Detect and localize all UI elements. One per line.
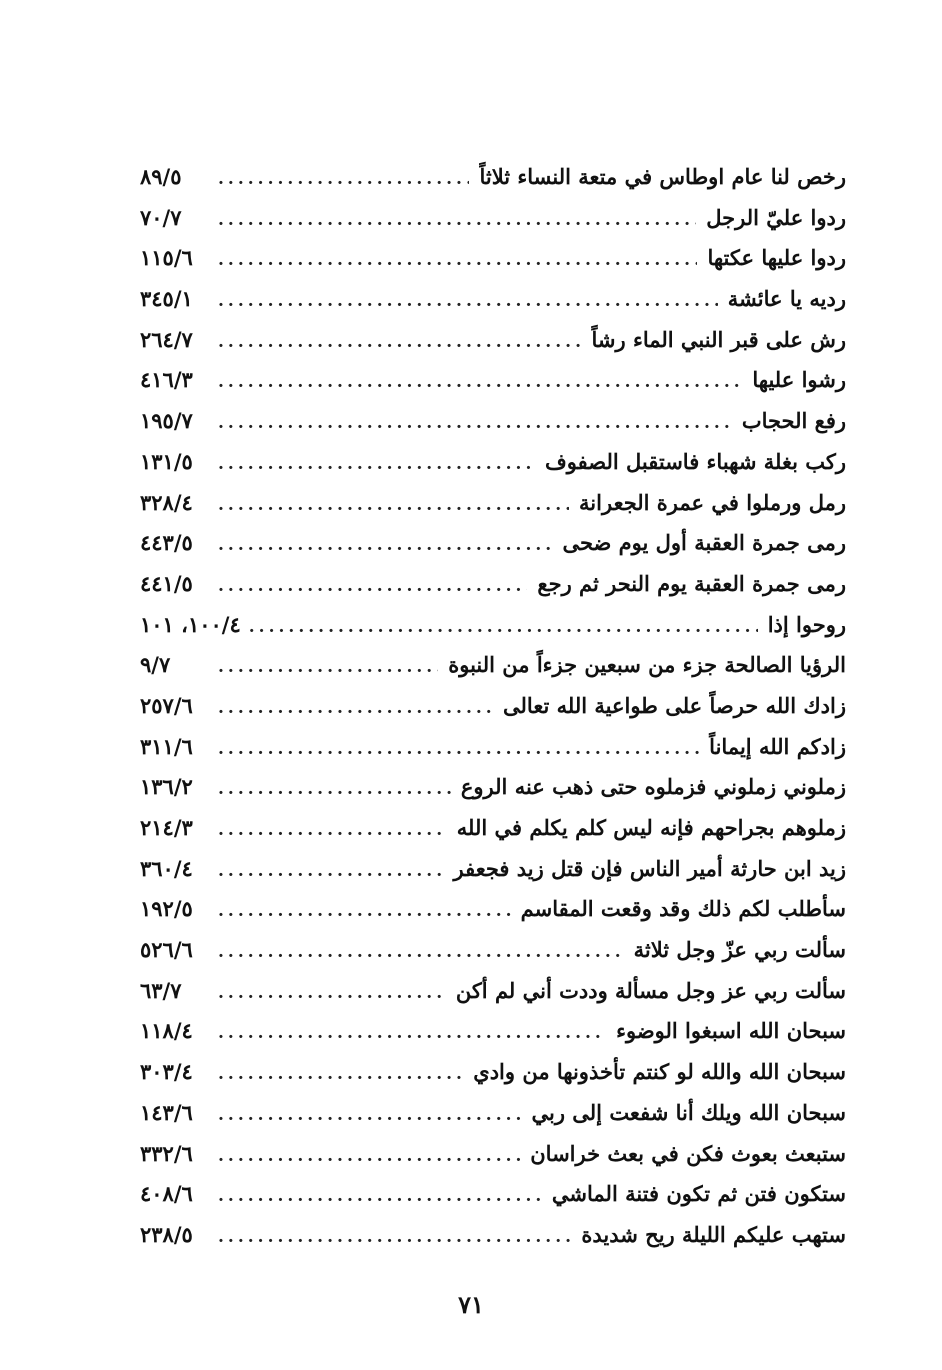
- entry-reference: ٧٠/٧: [140, 204, 182, 230]
- entry-text: ستكون فتن ثم تكون فتنة الماشي: [551, 1181, 846, 1207]
- entry-text: ركب بغلة شهباء فاستقبل الصفوف: [545, 448, 846, 474]
- entry-text: رديه يا عائشة: [727, 286, 846, 312]
- dot-leader: [218, 413, 732, 433]
- entry-reference: ٨٩/٥: [140, 164, 182, 189]
- entry-text: زادكم الله إيماناً: [709, 733, 846, 759]
- index-entry: [140, 774, 846, 815]
- entry-reference: ١٠٠/٤، ١٠١: [140, 611, 241, 637]
- index-entry: [140, 815, 846, 856]
- dot-leader: [218, 250, 697, 270]
- index-entry: [140, 693, 846, 734]
- entry-text: رمى جمرة العقبة يوم النحر ثم رجع: [537, 570, 846, 596]
- entry-reference: ١٤٣/٦: [140, 1099, 193, 1125]
- index-list: [140, 164, 846, 1263]
- dot-leader: [218, 332, 582, 352]
- page-number: ٧١: [458, 1290, 484, 1319]
- index-entry: [140, 978, 846, 1019]
- entry-reference: ١٣١/٥: [140, 448, 193, 474]
- entry-reference: ٢٣٨/٥: [140, 1221, 193, 1247]
- entry-text: رمل ورملوا في عمرة الجعرانة: [579, 489, 846, 515]
- dot-leader: [218, 942, 624, 962]
- entry-reference: ٦٣/٧: [140, 977, 182, 1003]
- index-entry: [140, 286, 846, 327]
- index-entry: [140, 245, 846, 286]
- dot-leader: [218, 454, 535, 474]
- entry-text: سبحان الله ويلك أنا شفعت إلى ربي: [531, 1099, 846, 1125]
- index-entry: [140, 1222, 846, 1263]
- entry-text: زادك الله حرصاً على طواعية الله تعالى: [503, 692, 846, 718]
- entry-reference: ٣٦٠/٤: [140, 855, 193, 881]
- index-entry: [140, 652, 846, 693]
- dot-leader: [218, 1023, 606, 1043]
- entry-text: ستبعث بعوث فكن في بعث خراسان: [530, 1140, 846, 1166]
- entry-text: زملوني زملوني فزملوه حتى ذهب عنه الروع: [460, 774, 846, 800]
- index-entry: [140, 856, 846, 897]
- dot-leader: [218, 739, 699, 759]
- entry-text: زيد ابن حارثة أمير الناس فإن قتل زيد فجعفر: [453, 855, 846, 881]
- dot-leader: [218, 861, 444, 881]
- dot-leader: [218, 820, 447, 840]
- entry-text: زملوهم بجراحهم فإنه ليس كلم يكلم في الله: [456, 815, 846, 840]
- entry-text: رخص لنا عام اوطاس في متعة النساء ثلاثاً: [479, 164, 846, 189]
- dot-leader: [249, 617, 758, 637]
- entry-reference: ٤٤١/٥: [140, 570, 193, 596]
- dot-leader: [218, 1105, 521, 1125]
- dot-leader: [218, 291, 718, 311]
- index-entry: [140, 449, 846, 490]
- entry-reference: ١٣٦/٢: [140, 774, 193, 800]
- index-entry: [140, 937, 846, 978]
- entry-text: رمى جمرة العقبة أول يوم ضحى: [562, 530, 846, 556]
- index-entry: [140, 408, 846, 449]
- entry-text: الرؤيا الصالحة جزء من سبعين جزءاً من النبوة: [448, 652, 846, 678]
- dot-leader: [218, 576, 527, 596]
- entry-reference: ٢٥٧/٦: [140, 692, 193, 718]
- entry-text: ستهب عليكم الليلة ريح شديدة: [581, 1221, 846, 1247]
- entry-reference: ٣٠٣/٤: [140, 1059, 193, 1085]
- index-entry: [140, 896, 846, 937]
- dot-leader: [218, 1227, 571, 1247]
- dot-leader: [218, 657, 438, 677]
- dot-leader: [218, 779, 451, 799]
- index-entry: [140, 327, 846, 368]
- entry-reference: ١٩٥/٧: [140, 408, 193, 434]
- entry-reference: ١١٨/٤: [140, 1018, 193, 1044]
- dot-leader: [218, 1186, 542, 1206]
- entry-reference: ٤٠٨/٦: [140, 1181, 193, 1207]
- entry-reference: ٥٢٦/٦: [140, 937, 193, 963]
- dot-leader: [218, 169, 469, 189]
- dot-leader: [218, 901, 511, 921]
- entry-text: سبحان الله والله لو كنتم تأخذونها من وادي: [473, 1059, 846, 1085]
- entry-reference: ٣٤٥/١: [140, 286, 193, 312]
- dot-leader: [218, 1146, 520, 1166]
- entry-reference: ١٩٢/٥: [140, 896, 193, 922]
- entry-text: سبحان الله اسبغوا الوضوء: [616, 1018, 846, 1044]
- index-entry: [140, 1018, 846, 1059]
- index-entry: [140, 612, 846, 653]
- entry-reference: ٣٣٢/٦: [140, 1140, 193, 1166]
- entry-text: سألت ربي عز وجل مسألة وددت أني لم أكن: [455, 977, 846, 1003]
- index-entry: [140, 1059, 846, 1100]
- entry-text: ردوا عليّ الرجل: [706, 204, 846, 230]
- entry-text: سأطلب لكم ذلك وقد وقعت المقاسم: [520, 896, 846, 922]
- dot-leader: [218, 372, 742, 392]
- entry-text: رفع الحجاب: [741, 408, 846, 434]
- entry-text: ردوا عليها عكتها: [707, 245, 846, 271]
- index-entry: [140, 205, 846, 246]
- entry-reference: ٣١١/٦: [140, 733, 193, 759]
- index-entry: [140, 367, 846, 408]
- entry-text: رشوا عليها: [752, 367, 846, 393]
- dot-leader: [218, 698, 493, 718]
- entry-reference: ٢٦٤/٧: [140, 326, 193, 352]
- dot-leader: [218, 535, 552, 555]
- index-entry: [140, 734, 846, 775]
- entry-reference: ٣٢٨/٤: [140, 489, 193, 515]
- entry-reference: ١١٥/٦: [140, 245, 193, 271]
- index-entry: [140, 1181, 846, 1222]
- index-entry: [140, 490, 846, 531]
- index-entry: [140, 164, 846, 205]
- index-entry: [140, 530, 846, 571]
- entry-reference: ٤٤٣/٥: [140, 530, 193, 556]
- index-entry: [140, 1100, 846, 1141]
- dot-leader: [218, 1064, 463, 1084]
- dot-leader: [218, 983, 446, 1003]
- entry-reference: ٢١٤/٣: [140, 815, 193, 840]
- entry-reference: ٤١٦/٣: [140, 367, 193, 393]
- entry-reference: ٩/٧: [140, 652, 171, 678]
- entry-text: رش على قبر النبي الماء رشاً: [591, 326, 846, 352]
- dot-leader: [218, 210, 696, 230]
- index-entry: [140, 1141, 846, 1182]
- index-entry: [140, 571, 846, 612]
- entry-text: روحوا إذا: [767, 611, 846, 637]
- dot-leader: [218, 495, 569, 515]
- entry-text: سألت ربي عزّ وجل ثلاثة: [633, 937, 846, 963]
